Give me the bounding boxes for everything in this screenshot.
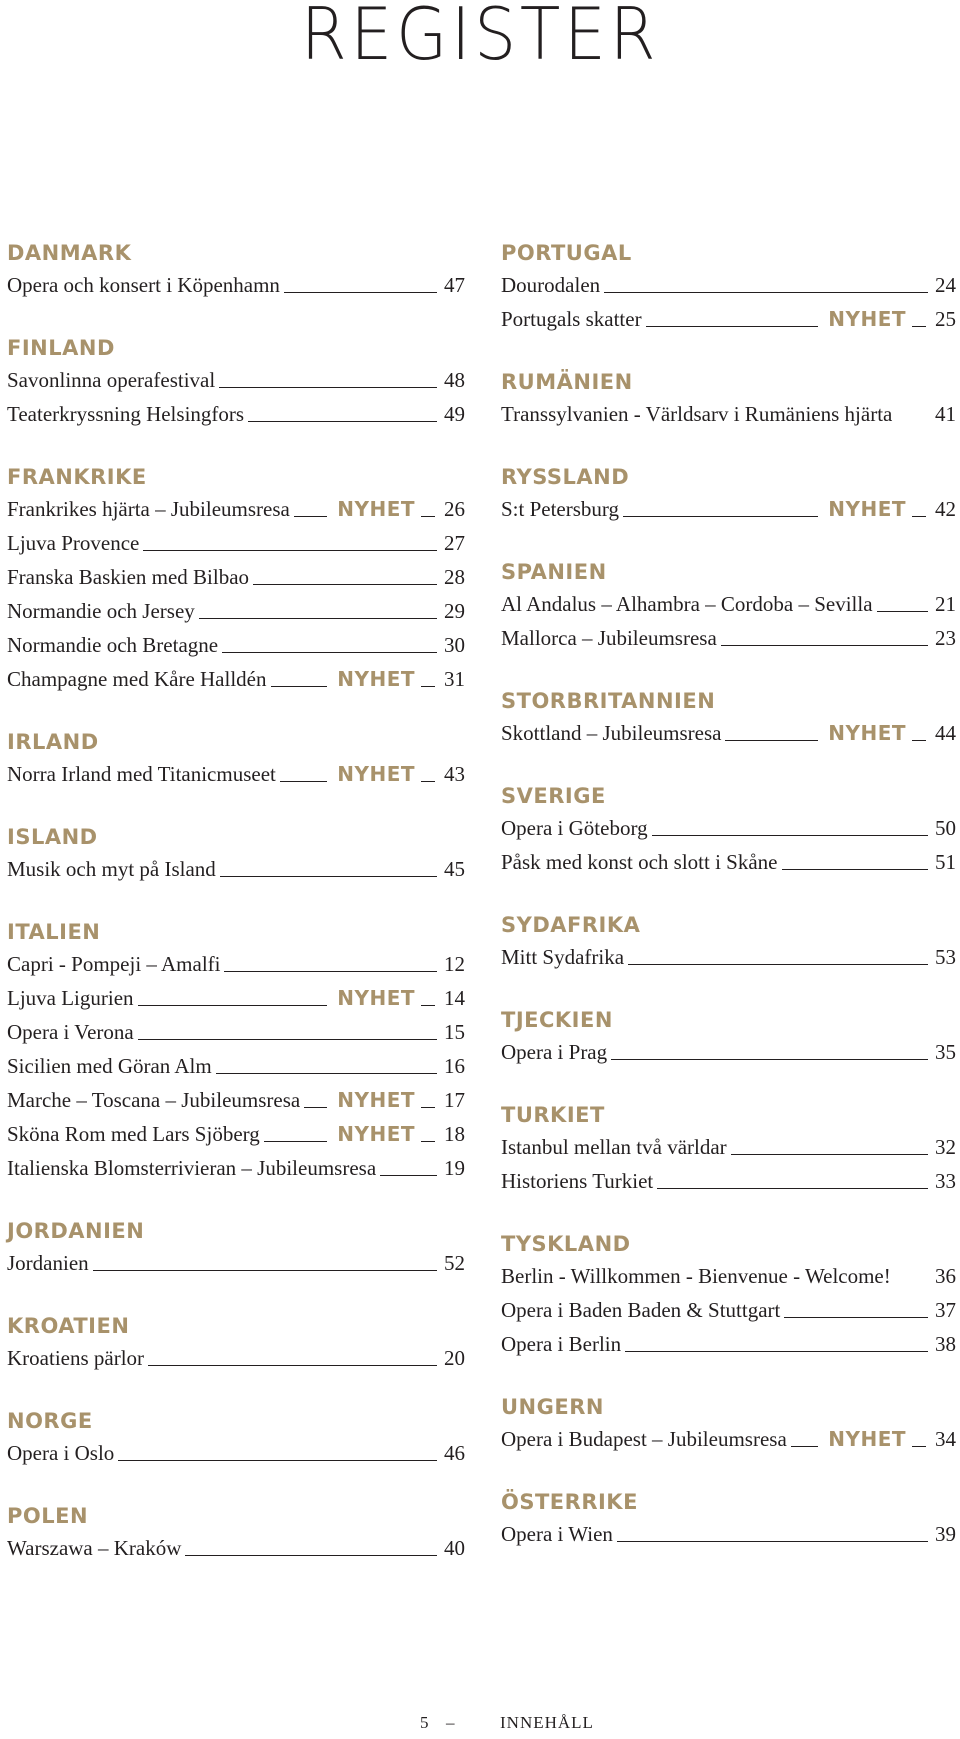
entry-page-number: 44	[935, 721, 956, 745]
entry-title: Jordanien	[7, 1251, 89, 1275]
leader-line	[220, 876, 437, 877]
entry-title: Opera i Prag	[501, 1040, 608, 1064]
register-column-left	[7, 238, 465, 1596]
country-section	[501, 1487, 956, 1551]
leader-line	[784, 1317, 928, 1318]
entry-title: Frankrikes hjärta – Jubileumsresa	[7, 497, 290, 521]
country-section	[7, 727, 465, 791]
entry-title: Portugals skatter	[501, 307, 642, 331]
country-section	[7, 1406, 465, 1470]
register-entry[interactable]	[7, 560, 465, 594]
leader-line	[118, 1460, 437, 1461]
entry-page-number: 38	[935, 1332, 956, 1356]
register-entry[interactable]	[501, 587, 956, 621]
nyhet-badge: NYHET	[828, 721, 906, 745]
register-entry[interactable]	[7, 397, 465, 431]
country-section	[7, 1501, 465, 1565]
entry-page-number: 46	[444, 1441, 465, 1465]
entry-page-number: 21	[935, 592, 956, 616]
leader-line	[219, 387, 437, 388]
country-heading: TJECKIEN	[501, 1008, 613, 1032]
entry-page-number: 24	[935, 273, 956, 297]
entry-title: Sicilien med Göran Alm	[7, 1054, 212, 1078]
leader-line	[380, 1175, 437, 1176]
entry-title: Opera i Wien	[501, 1522, 613, 1546]
entry-title: Opera och konsert i Köpenhamn	[7, 273, 280, 297]
country-heading: TYSKLAND	[501, 1232, 631, 1256]
country-section	[7, 917, 465, 1185]
entry-page-number: 20	[444, 1346, 465, 1370]
country-heading: SPANIEN	[501, 560, 607, 584]
register-entry[interactable]	[501, 397, 956, 431]
country-heading: UNGERN	[501, 1395, 604, 1419]
register-column-right	[501, 238, 956, 1582]
entry-title: Warszawa – Kraków	[7, 1536, 182, 1560]
leader-dash	[421, 1141, 435, 1142]
entry-page-number: 42	[935, 497, 956, 521]
register-entry[interactable]	[501, 268, 956, 302]
entry-page-number: 50	[935, 816, 956, 840]
entry-page-number: 27	[444, 531, 465, 555]
country-section	[501, 1005, 956, 1069]
entry-title: Champagne med Kåre Halldén	[7, 667, 267, 691]
entry-title: Påsk med konst och slott i Skåne	[501, 850, 778, 874]
register-entry[interactable]	[7, 268, 465, 302]
entry-page-number: 33	[935, 1169, 956, 1193]
country-heading: ISLAND	[7, 825, 98, 849]
entry-title: Italienska Blomsterrivieran – Jubileumsresa	[7, 1156, 377, 1180]
country-heading: TURKIET	[501, 1103, 605, 1127]
leader-line	[271, 686, 328, 687]
entry-page-number: 31	[444, 667, 465, 691]
footer-page-number: 5	[420, 1713, 429, 1732]
register-entry[interactable]	[501, 1517, 956, 1551]
nyhet-badge: NYHET	[828, 1427, 906, 1451]
entry-page-number: 34	[935, 1427, 956, 1451]
leader-line	[617, 1541, 928, 1542]
entry-title: Transsylvanien - Världsarv i Rumäniens hjärta	[501, 402, 893, 426]
leader-line	[280, 781, 327, 782]
nyhet-badge: NYHET	[337, 667, 415, 691]
entry-page-number: 37	[935, 1298, 956, 1322]
country-section	[501, 367, 956, 431]
country-section	[501, 1229, 956, 1361]
entry-page-number: 15	[444, 1020, 465, 1044]
entry-title: Marche – Toscana – Jubileumsresa	[7, 1088, 301, 1112]
entry-title: Istanbul mellan två världar	[501, 1135, 727, 1159]
register-entry[interactable]	[501, 811, 956, 845]
entry-title: Ljuva Ligurien	[7, 986, 134, 1010]
entry-page-number: 14	[444, 986, 465, 1010]
country-heading: IRLAND	[7, 730, 99, 754]
entry-title: Al Andalus – Alhambra – Cordoba – Sevilla	[501, 592, 873, 616]
register-entry[interactable]	[501, 1130, 956, 1164]
entry-title: Franska Baskien med Bilbao	[7, 565, 250, 589]
register-entry[interactable]	[7, 852, 465, 886]
country-section	[501, 686, 956, 750]
country-section	[7, 462, 465, 696]
country-section	[501, 238, 956, 336]
register-entry[interactable]	[7, 1436, 465, 1470]
register-entry[interactable]	[7, 1151, 465, 1185]
country-section	[501, 910, 956, 974]
entry-title: Mitt Sydafrika	[501, 945, 625, 969]
register-entry[interactable]	[7, 947, 465, 981]
register-entry[interactable]	[7, 526, 465, 560]
country-section	[501, 1392, 956, 1456]
country-heading: SYDAFRIKA	[501, 913, 641, 937]
nyhet-badge: NYHET	[337, 1122, 415, 1146]
leader-line	[782, 869, 929, 870]
register-entry[interactable]	[7, 1117, 465, 1151]
leader-dash	[912, 740, 926, 741]
leader-line	[731, 1154, 928, 1155]
country-section	[7, 1311, 465, 1375]
entry-page-number: 41	[935, 402, 956, 426]
register-entry[interactable]	[7, 628, 465, 662]
register-entry[interactable]	[501, 1293, 956, 1327]
leader-line	[138, 1005, 328, 1006]
register-entry[interactable]	[501, 1327, 956, 1361]
entry-page-number: 30	[444, 633, 465, 657]
leader-dash	[421, 516, 435, 517]
entry-page-number: 18	[444, 1122, 465, 1146]
register-entry[interactable]	[7, 662, 465, 696]
country-heading: POLEN	[7, 1504, 89, 1528]
entry-title: Musik och myt på Island	[7, 857, 216, 881]
entry-page-number: 40	[444, 1536, 465, 1560]
entry-page-number: 12	[444, 952, 465, 976]
register-entry[interactable]	[7, 363, 465, 397]
entry-page-number: 25	[935, 307, 956, 331]
register-entry[interactable]	[7, 1083, 465, 1117]
entry-title: Historiens Turkiet	[501, 1169, 654, 1193]
entry-title: Sköna Rom med Lars Sjöberg	[7, 1122, 260, 1146]
register-entry[interactable]	[7, 492, 465, 526]
entry-title: Mallorca – Jubileumsresa	[501, 626, 717, 650]
entry-page-number: 47	[444, 273, 465, 297]
country-section	[501, 557, 956, 655]
entry-page-number: 32	[935, 1135, 956, 1159]
leader-line	[646, 326, 819, 327]
leader-line	[652, 835, 928, 836]
country-section	[501, 781, 956, 879]
entry-page-number: 51	[935, 850, 956, 874]
country-section	[7, 333, 465, 431]
leader-line	[791, 1446, 818, 1447]
entry-page-number: 36	[935, 1264, 956, 1288]
country-heading: FINLAND	[7, 336, 115, 360]
entry-page-number: 17	[444, 1088, 465, 1112]
entry-page-number: 48	[444, 368, 465, 392]
leader-line	[611, 1059, 928, 1060]
leader-line	[657, 1188, 928, 1189]
leader-dash	[421, 1107, 435, 1108]
entry-title: Opera i Verona	[7, 1020, 134, 1044]
country-heading: KROATIEN	[7, 1314, 130, 1338]
entry-title: Berlin - Willkommen - Bienvenue - Welcome!	[501, 1264, 891, 1288]
leader-line	[604, 292, 928, 293]
entry-title: Kroatiens pärlor	[7, 1346, 145, 1370]
register-entry[interactable]	[7, 981, 465, 1015]
leader-line	[199, 618, 437, 619]
register-entry[interactable]	[7, 594, 465, 628]
leader-line	[304, 1107, 327, 1108]
entry-page-number: 26	[444, 497, 465, 521]
country-heading: JORDANIEN	[7, 1219, 145, 1243]
country-section	[501, 462, 956, 526]
country-heading: DANMARK	[7, 241, 132, 265]
leader-line	[93, 1270, 437, 1271]
register-entry[interactable]	[501, 1035, 956, 1069]
country-heading: ÖSTERRIKE	[501, 1490, 638, 1514]
leader-line	[877, 611, 928, 612]
entry-title: Opera i Oslo	[7, 1441, 115, 1465]
country-section	[501, 1100, 956, 1198]
leader-line	[253, 584, 437, 585]
country-heading: ITALIEN	[7, 920, 101, 944]
leader-dash	[421, 781, 435, 782]
leader-dash	[912, 516, 926, 517]
entry-title: Opera i Berlin	[501, 1332, 622, 1356]
register-entry[interactable]	[7, 1531, 465, 1565]
leader-dash	[912, 1446, 926, 1447]
leader-line	[628, 964, 928, 965]
register-entry[interactable]	[501, 1259, 956, 1293]
leader-dash	[421, 1005, 435, 1006]
leader-dash	[421, 686, 435, 687]
entry-title: Ljuva Provence	[7, 531, 140, 555]
leader-line	[284, 292, 437, 293]
register-entry[interactable]	[501, 302, 956, 336]
leader-line	[222, 652, 437, 653]
register-entry[interactable]	[501, 621, 956, 655]
register-entry[interactable]	[501, 1422, 956, 1456]
footer-separator: –	[446, 1713, 455, 1732]
leader-line	[185, 1555, 437, 1556]
entry-page-number: 53	[935, 945, 956, 969]
entry-title: Norra Irland med Titanicmuseet	[7, 762, 276, 786]
entry-page-number: 29	[444, 599, 465, 623]
register-entry[interactable]	[7, 1246, 465, 1280]
leader-line	[721, 645, 928, 646]
page-title: REGISTER	[300, 0, 660, 76]
entry-title: Opera i Göteborg	[501, 816, 648, 840]
leader-line	[224, 971, 437, 972]
entry-page-number: 35	[935, 1040, 956, 1064]
leader-line	[294, 516, 327, 517]
leader-line	[143, 550, 437, 551]
entry-title: Normandie och Bretagne	[7, 633, 219, 657]
country-heading: SVERIGE	[501, 784, 606, 808]
entry-title: Capri - Pompeji – Amalfi	[7, 952, 221, 976]
entry-title: Dourodalen	[501, 273, 601, 297]
entry-page-number: 39	[935, 1522, 956, 1546]
leader-line	[248, 421, 437, 422]
country-section	[7, 238, 465, 302]
entry-page-number: 52	[444, 1251, 465, 1275]
entry-page-number: 45	[444, 857, 465, 881]
country-heading: RUMÄNIEN	[501, 370, 633, 394]
register-entry[interactable]	[501, 940, 956, 974]
entry-title: Savonlinna operafestival	[7, 368, 216, 392]
nyhet-badge: NYHET	[337, 1088, 415, 1112]
entry-page-number: 23	[935, 626, 956, 650]
entry-page-number: 43	[444, 762, 465, 786]
leader-line	[138, 1039, 437, 1040]
leader-line	[148, 1365, 437, 1366]
footer-section-label: INNEHÅLL	[500, 1713, 594, 1732]
leader-line	[623, 516, 818, 517]
register-entry[interactable]	[7, 757, 465, 791]
nyhet-badge: NYHET	[337, 497, 415, 521]
nyhet-badge: NYHET	[828, 497, 906, 521]
register-entry[interactable]	[501, 716, 956, 750]
register-entry[interactable]	[7, 1341, 465, 1375]
country-section	[7, 822, 465, 886]
nyhet-badge: NYHET	[337, 986, 415, 1010]
entry-title: Skottland – Jubileumsresa	[501, 721, 722, 745]
country-heading: FRANKRIKE	[7, 465, 147, 489]
leader-dash	[912, 326, 926, 327]
country-heading: PORTUGAL	[501, 241, 632, 265]
register-entry[interactable]	[501, 1164, 956, 1198]
country-heading: STORBRITANNIEN	[501, 689, 716, 713]
register-entry[interactable]	[501, 845, 956, 879]
entry-title: Opera i Baden Baden & Stuttgart	[501, 1298, 781, 1322]
entry-title: Opera i Budapest – Jubileumsresa	[501, 1427, 787, 1451]
leader-line	[725, 740, 818, 741]
register-entry[interactable]	[501, 492, 956, 526]
nyhet-badge: NYHET	[337, 762, 415, 786]
entry-page-number: 19	[444, 1156, 465, 1180]
entry-title: Teaterkryssning Helsingfors	[7, 402, 245, 426]
leader-line	[264, 1141, 327, 1142]
entry-title: S:t Petersburg	[501, 497, 620, 521]
country-section	[7, 1216, 465, 1280]
entry-page-number: 16	[444, 1054, 465, 1078]
leader-line	[216, 1073, 437, 1074]
country-heading: NORGE	[7, 1409, 93, 1433]
entry-page-number: 28	[444, 565, 465, 589]
country-heading: RYSSLAND	[501, 465, 630, 489]
register-entry[interactable]	[7, 1015, 465, 1049]
register-entry[interactable]	[7, 1049, 465, 1083]
entry-title: Normandie och Jersey	[7, 599, 195, 623]
nyhet-badge: NYHET	[828, 307, 906, 331]
leader-line	[625, 1351, 928, 1352]
entry-page-number: 49	[444, 402, 465, 426]
